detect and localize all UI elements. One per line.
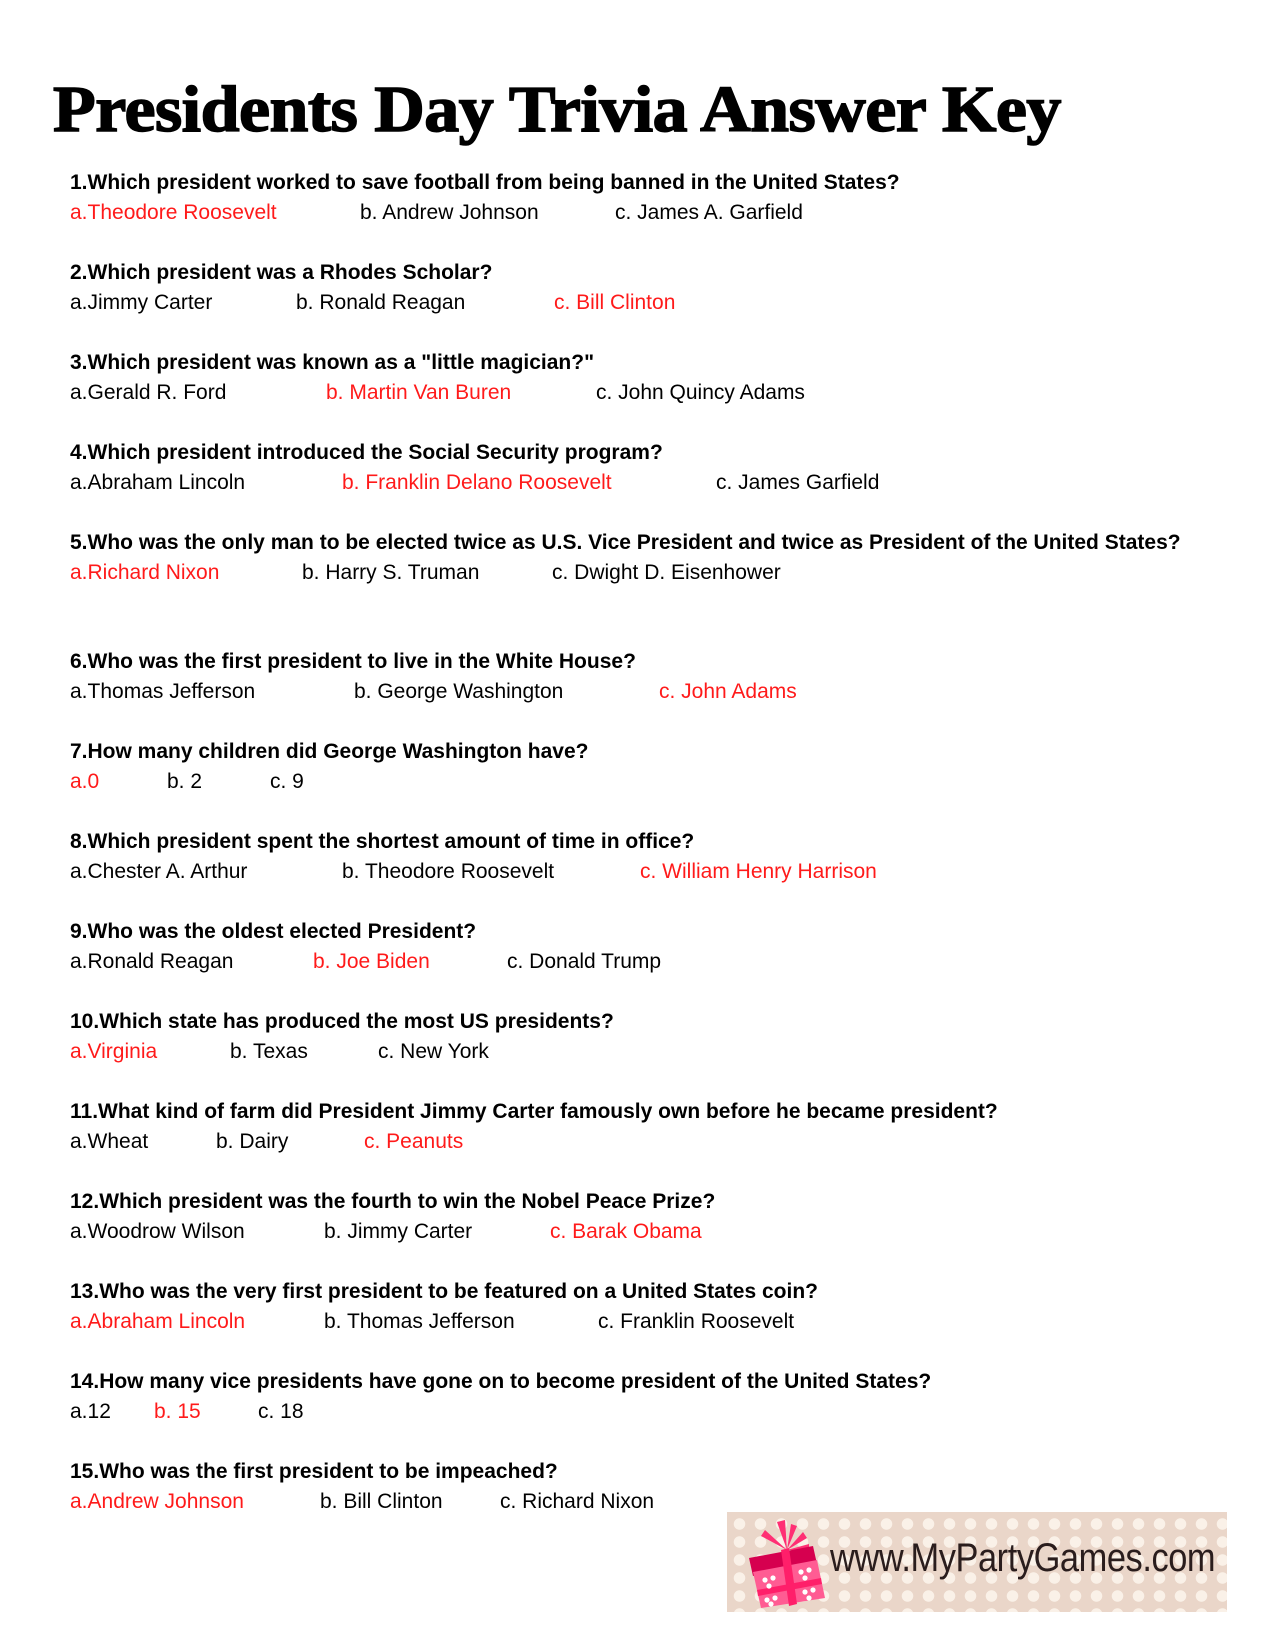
answer-c: c. John Adams — [659, 680, 797, 703]
answer-a: a.Abraham Lincoln — [70, 1310, 246, 1333]
answer-row — [70, 558, 1220, 588]
answer-b: b. Dairy — [216, 1130, 289, 1153]
question-block-1 — [70, 168, 1220, 228]
answer-a: a.Virginia — [70, 1040, 158, 1063]
answer-a: a.Gerald R. Ford — [70, 381, 227, 404]
site-url: www.MyPartyGames.com — [830, 1536, 1216, 1580]
answer-b: b. 15 — [154, 1400, 201, 1423]
question-block-5 — [70, 528, 1220, 588]
question-block-10 — [70, 1007, 1220, 1067]
answer-b: b. Harry S. Truman — [302, 561, 480, 584]
question-block-15 — [70, 1457, 1220, 1517]
answer-a: a.12 — [70, 1400, 111, 1423]
question-block-2 — [70, 258, 1220, 318]
question-text: 2.Which president was a Rhodes Scholar? — [70, 261, 493, 284]
answer-a: a.Wheat — [70, 1130, 149, 1153]
page-title: Presidents Day Trivia Answer Key — [53, 73, 1061, 146]
question-block-13 — [70, 1277, 1220, 1337]
answer-row — [70, 677, 1220, 707]
answer-a: a.Andrew Johnson — [70, 1490, 244, 1513]
answer-row — [70, 1037, 1220, 1067]
answer-b: b. Franklin Delano Roosevelt — [342, 471, 612, 494]
question-text: 4.Which president introduced the Social Security program? — [70, 441, 663, 464]
answer-c: c. Peanuts — [364, 1130, 464, 1153]
answer-b: b. Martin Van Buren — [326, 381, 512, 404]
question-block-14 — [70, 1367, 1220, 1427]
question-text: 11.What kind of farm did President Jimmy Carter famously own before he became president? — [70, 1100, 998, 1123]
answer-a: a.Woodrow Wilson — [70, 1220, 245, 1243]
answer-row — [70, 1397, 1220, 1427]
answer-c: c. Donald Trump — [507, 950, 662, 973]
answer-row — [70, 1307, 1220, 1337]
question-block-8 — [70, 827, 1220, 887]
question-text: 3.Which president was known as a "little magician?" — [70, 351, 595, 374]
gift-box-icon — [747, 1518, 827, 1608]
answer-b: b. Andrew Johnson — [360, 201, 539, 224]
answer-row — [70, 857, 1220, 887]
question-block-4 — [70, 438, 1220, 498]
answer-b: b. Thomas Jefferson — [324, 1310, 515, 1333]
answer-a: a.Theodore Roosevelt — [70, 201, 277, 224]
question-text: 6.Who was the first president to live in the White House? — [70, 650, 636, 673]
answer-a: a.Chester A. Arthur — [70, 860, 248, 883]
answer-c: c. Barak Obama — [550, 1220, 702, 1243]
question-text: 7.How many children did George Washington have? — [70, 740, 589, 763]
answer-b: b. Theodore Roosevelt — [342, 860, 555, 883]
answer-c: c. Franklin Roosevelt — [598, 1310, 795, 1333]
answer-b: b. Jimmy Carter — [324, 1220, 473, 1243]
question-block-12 — [70, 1187, 1220, 1247]
answer-b: b. Ronald Reagan — [296, 291, 466, 314]
answer-row — [70, 767, 1220, 797]
answer-b: b. Joe Biden — [313, 950, 430, 973]
question-block-9 — [70, 917, 1220, 977]
answer-c: c. John Quincy Adams — [596, 381, 805, 404]
question-block-11 — [70, 1097, 1220, 1157]
answer-a: a.0 — [70, 770, 100, 793]
question-text: 5.Who was the only man to be elected twice as U.S. Vice President and twice as President of the United States? — [70, 531, 1181, 554]
question-text: 12.Which president was the fourth to win the Nobel Peace Prize? — [70, 1190, 716, 1213]
answer-row — [70, 1127, 1220, 1157]
question-text: 13.Who was the very first president to be featured on a United States coin? — [70, 1280, 818, 1303]
answer-row — [70, 198, 1220, 228]
answer-c: c. 18 — [258, 1400, 304, 1423]
question-block-3 — [70, 348, 1220, 408]
answer-c: c. 9 — [270, 770, 304, 793]
question-text: 8.Which president spent the shortest amount of time in office? — [70, 830, 695, 853]
question-text: 14.How many vice presidents have gone on to become president of the United States? — [70, 1370, 932, 1393]
answer-b: b. 2 — [167, 770, 203, 793]
answer-a: a.Thomas Jefferson — [70, 680, 256, 703]
answer-a: a.Abraham Lincoln — [70, 471, 246, 494]
question-block-6 — [70, 647, 1220, 707]
answer-a: a.Richard Nixon — [70, 561, 220, 584]
question-text: 15.Who was the first president to be impeached? — [70, 1460, 558, 1483]
answer-row — [70, 288, 1220, 318]
answer-row — [70, 1217, 1220, 1247]
answer-c: c. James Garfield — [716, 471, 880, 494]
answer-c: c. William Henry Harrison — [640, 860, 877, 883]
answer-c: c. New York — [378, 1040, 489, 1063]
answer-row — [70, 468, 1220, 498]
site-banner — [727, 1512, 1227, 1612]
answer-b: b. Bill Clinton — [320, 1490, 443, 1513]
question-text: 10.Which state has produced the most US presidents? — [70, 1010, 614, 1033]
question-text: 9.Who was the oldest elected President? — [70, 920, 477, 943]
answer-c: c. James A. Garfield — [615, 201, 803, 224]
answer-row — [70, 947, 1220, 977]
answer-c: c. Dwight D. Eisenhower — [552, 561, 781, 584]
answer-a: a.Ronald Reagan — [70, 950, 234, 973]
answer-a: a.Jimmy Carter — [70, 291, 213, 314]
question-text: 1.Which president worked to save football from being banned in the United States? — [70, 171, 900, 194]
answer-b: b. George Washington — [354, 680, 564, 703]
answer-c: c. Bill Clinton — [554, 291, 676, 314]
answer-b: b. Texas — [230, 1040, 308, 1063]
answer-c: c. Richard Nixon — [500, 1490, 655, 1513]
question-block-7 — [70, 737, 1220, 797]
answer-row — [70, 378, 1220, 408]
